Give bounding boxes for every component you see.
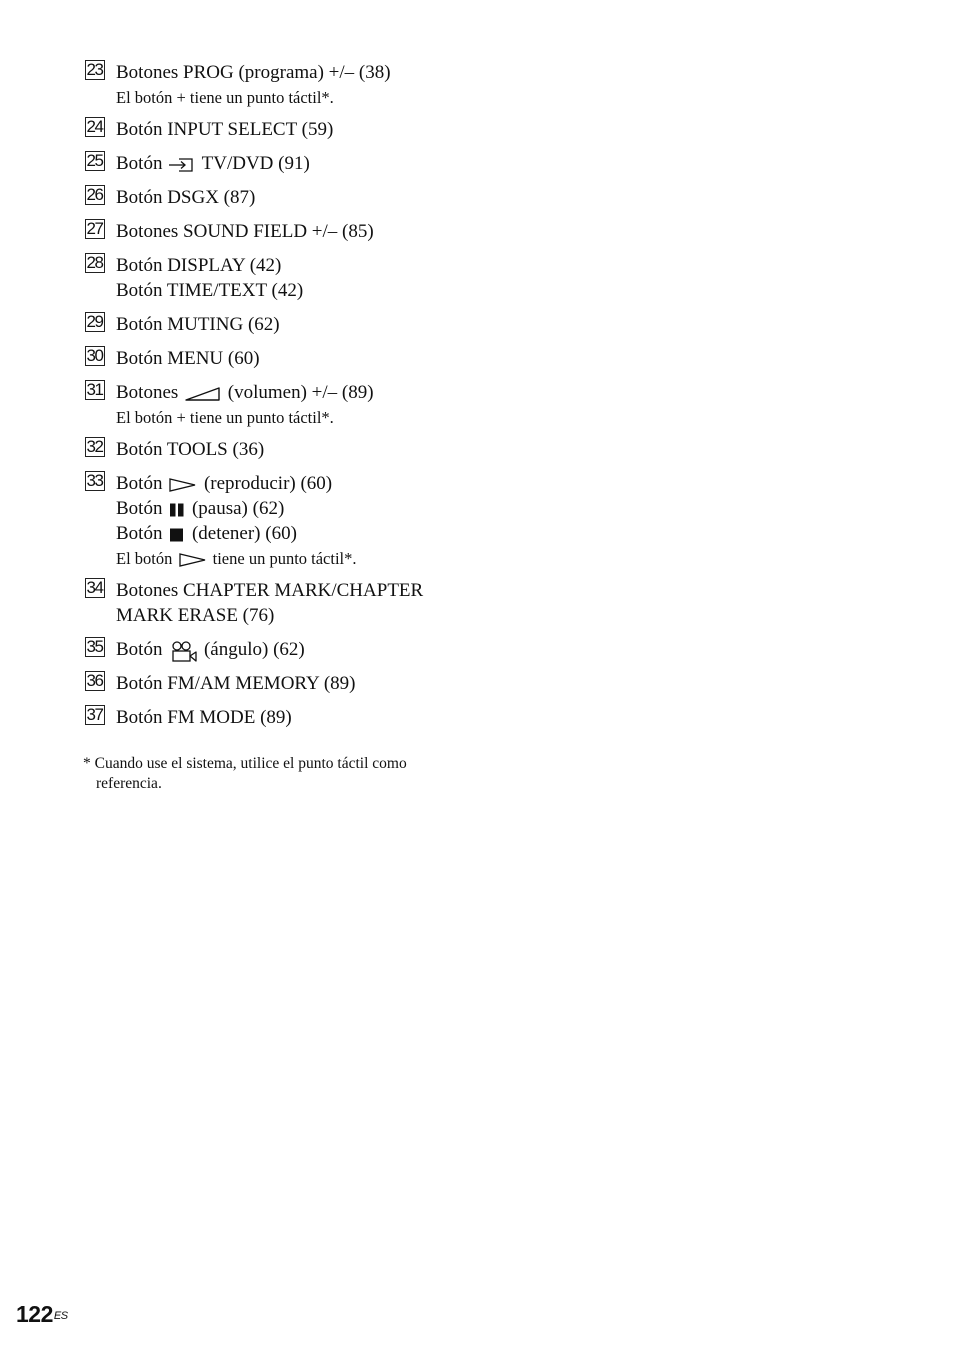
item-text: Botón DSGX (87) <box>116 187 256 208</box>
input-icon <box>168 157 196 173</box>
item-text <box>116 471 357 496</box>
item-number: 28 <box>85 253 105 273</box>
item-text-post: (reproducir) (60) <box>203 473 333 494</box>
volume-icon <box>184 386 222 402</box>
play-icon <box>178 552 208 568</box>
item-text-post: (volumen) +/– (89) <box>227 382 374 403</box>
item-text <box>116 380 374 405</box>
item-text-post: (ángulo) (62) <box>203 639 305 660</box>
pause-icon <box>168 502 186 518</box>
item-number: 23 <box>85 60 105 80</box>
item-number: 24 <box>85 117 105 137</box>
page-number-value: 122 <box>16 1301 53 1327</box>
item-number: 35 <box>85 637 105 657</box>
item-number: 31 <box>85 380 105 400</box>
footnote-line: referencia. <box>96 775 162 792</box>
item-number: 37 <box>85 705 105 725</box>
item-number: 26 <box>85 185 105 205</box>
item-text: Botón TIME/TEXT (42) <box>116 280 304 301</box>
item-text <box>116 151 310 176</box>
item-text-post: (detener) (60) <box>191 523 297 544</box>
item-text-pre: Botón <box>116 473 163 494</box>
item-text-pre: Botón <box>116 153 163 174</box>
page-number-suffix: ES <box>53 1310 68 1322</box>
item-text: Botón MUTING (62) <box>116 314 280 335</box>
item-number: 36 <box>85 671 105 691</box>
item-note: El botón + tiene un punto táctil*. <box>116 88 334 107</box>
angle-icon <box>168 640 198 662</box>
item-number: 33 <box>85 471 105 491</box>
item-text: Botón DISPLAY (42) <box>116 255 282 276</box>
item-text: MARK ERASE (76) <box>116 605 275 626</box>
item-number: 32 <box>85 437 105 457</box>
item-text: Botones PROG (programa) +/– (38) <box>116 62 391 83</box>
item-text-pre: Botón <box>116 523 163 544</box>
item-text <box>116 637 305 662</box>
item-text-post: TV/DVD (91) <box>201 153 310 174</box>
page-number <box>16 1299 68 1329</box>
footnote <box>83 754 463 794</box>
item-text: Botón FM/AM MEMORY (89) <box>116 673 356 694</box>
footnote-line: * Cuando use el sistema, utilice el punto táctil como <box>83 755 407 772</box>
item-text <box>116 496 357 521</box>
item-note <box>116 546 357 571</box>
item-note: El botón + tiene un punto táctil*. <box>116 408 334 427</box>
item-text: Botón INPUT SELECT (59) <box>116 119 334 140</box>
item-number: 27 <box>85 219 105 239</box>
item-number: 34 <box>85 578 105 598</box>
item-text: Botón MENU (60) <box>116 348 260 369</box>
item-number: 25 <box>85 151 105 171</box>
item-text: Botones CHAPTER MARK/CHAPTER <box>116 580 424 601</box>
item-text-pre: Botón <box>116 639 163 660</box>
item-text: Botón TOOLS (36) <box>116 439 265 460</box>
item-text: Botón FM MODE (89) <box>116 707 292 728</box>
item-number: 30 <box>85 346 105 366</box>
item-text-pre: Botón <box>116 498 163 519</box>
item-text <box>116 521 357 546</box>
item-text-post: (pausa) (62) <box>191 498 285 519</box>
item-note-post: tiene un punto táctil*. <box>212 549 357 568</box>
stop-icon <box>168 527 186 543</box>
play-icon <box>168 477 198 493</box>
item-number: 29 <box>85 312 105 332</box>
item-text-pre: Botones <box>116 382 179 403</box>
item-text: Botones SOUND FIELD +/– (85) <box>116 221 374 242</box>
item-note-pre: El botón <box>116 549 173 568</box>
